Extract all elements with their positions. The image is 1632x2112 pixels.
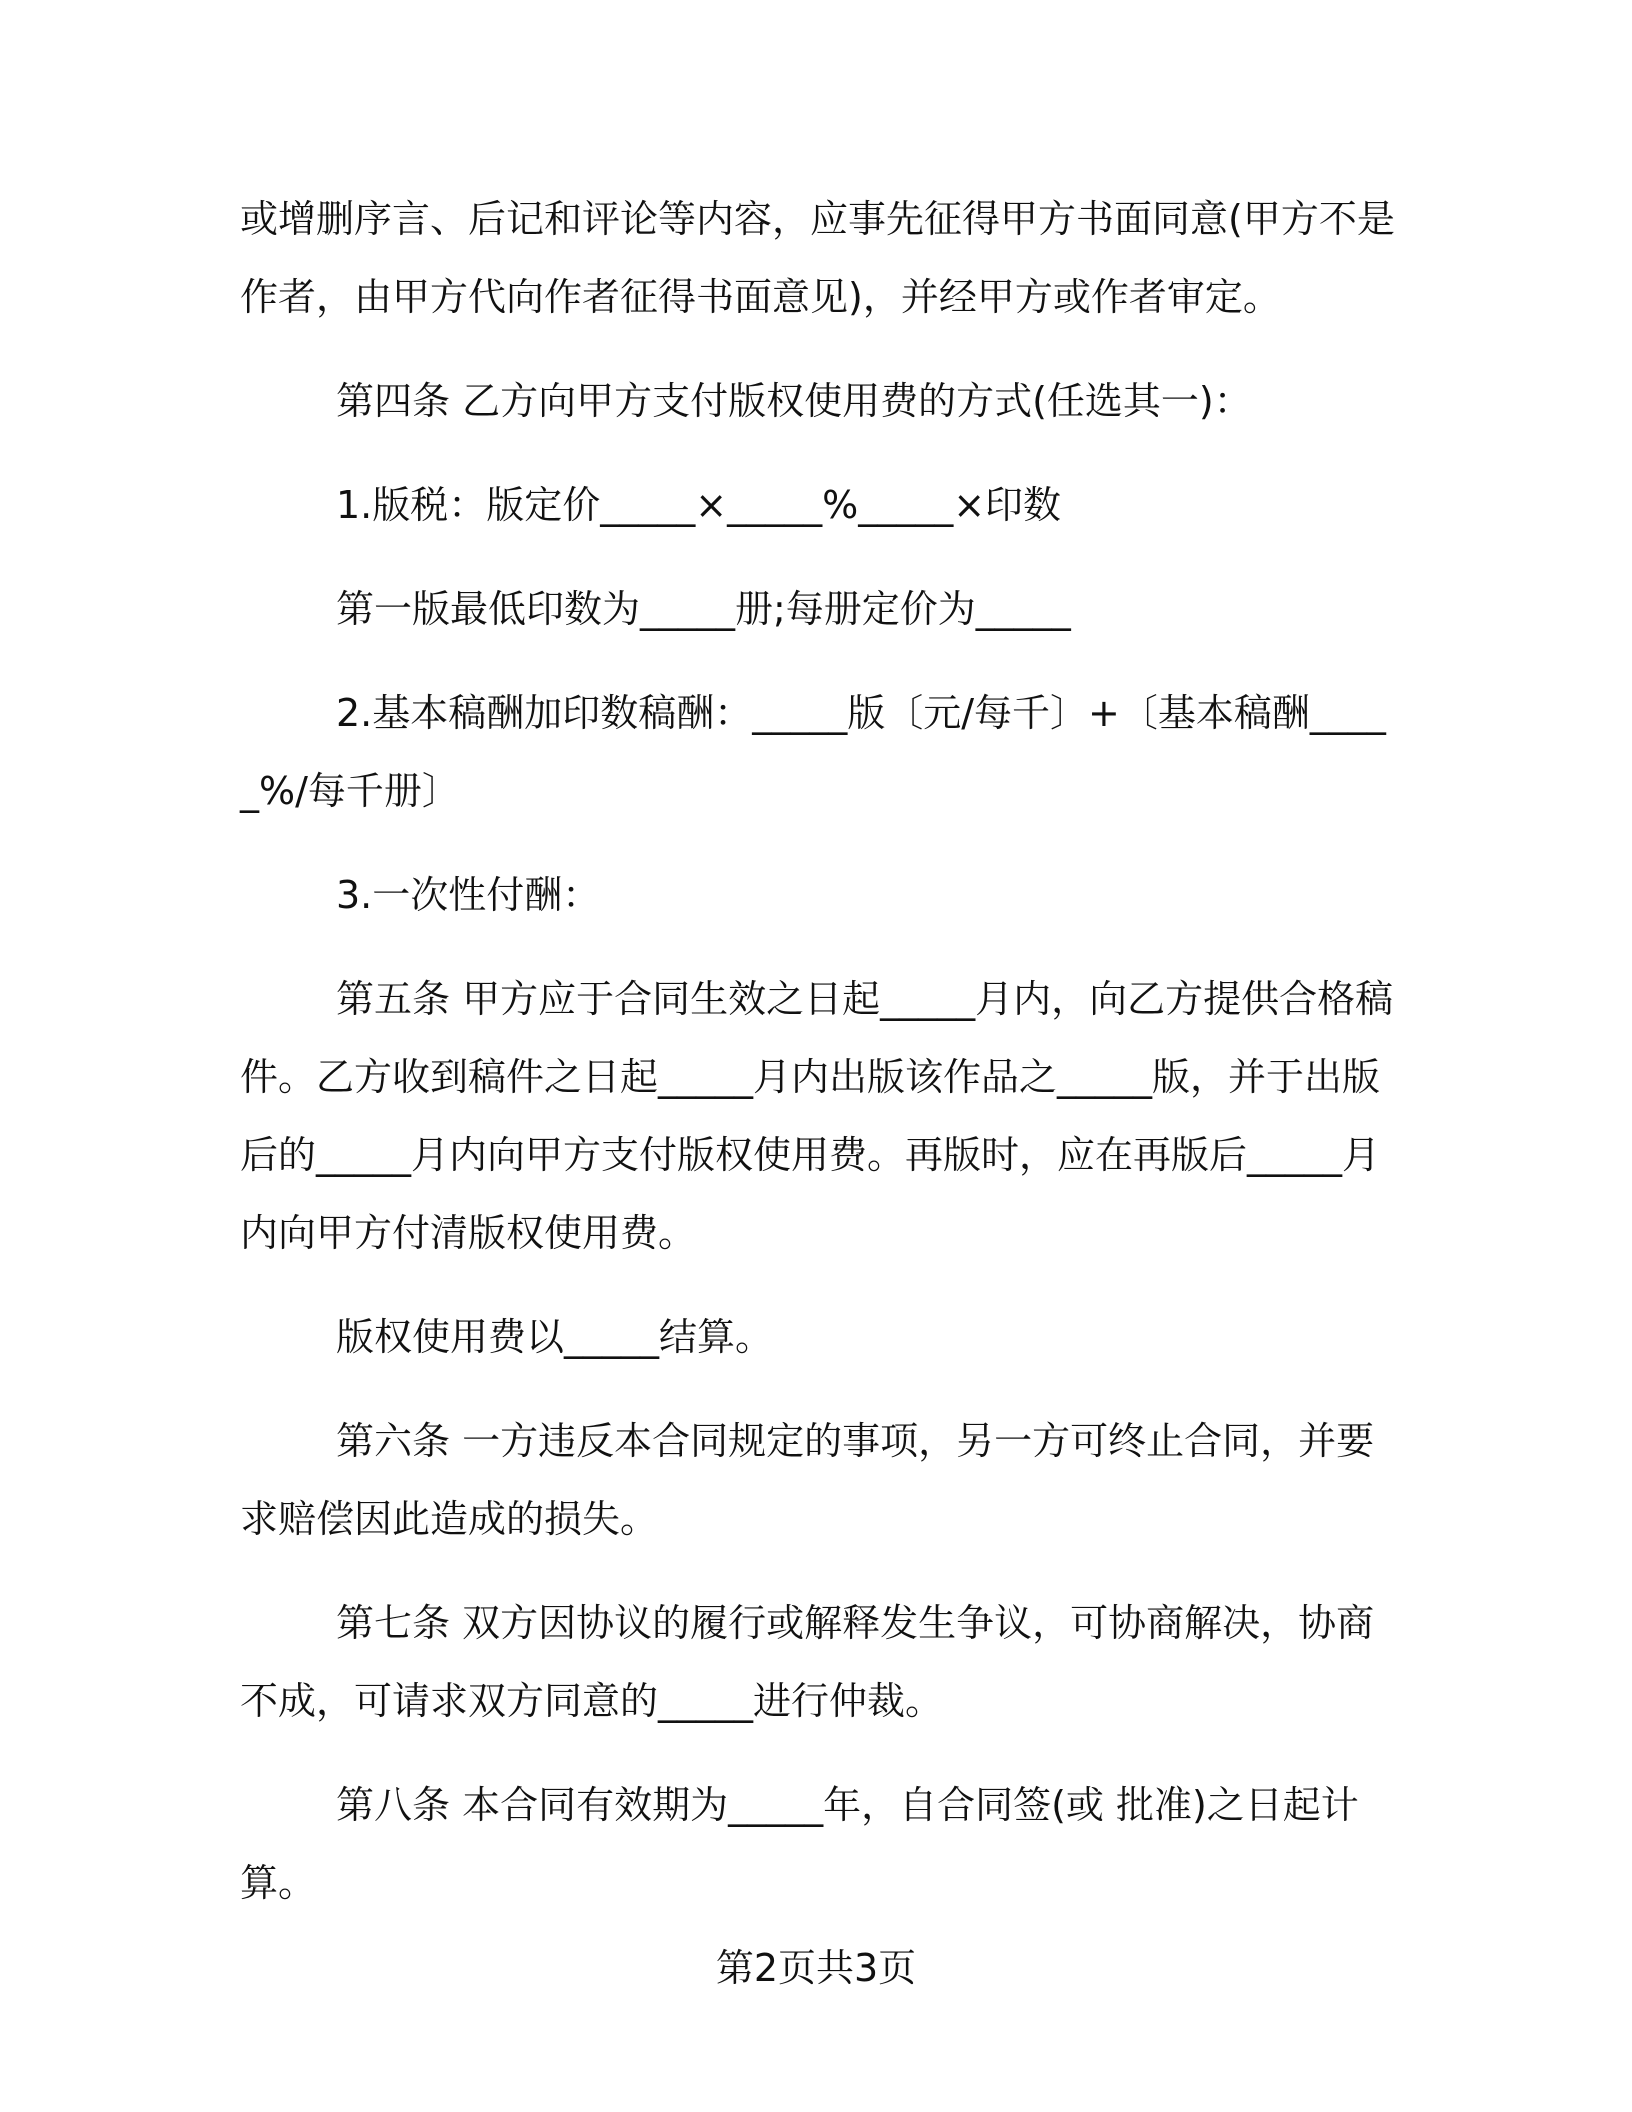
- paragraph-continuation: 或增删序言、后记和评论等内容，应事先征得甲方书面同意(甲方不是作者，由甲方代向作者征得书面意见)，并经甲方或作者审定。: [240, 197, 1395, 319]
- paragraph-royalty-option-3: 3.一次性付酬：: [336, 873, 601, 917]
- paragraph-royalty-option-2: 2.基本稿酬加印数稿酬：_____版〔元/每千〕+〔基本稿酬_____%/每千册〕: [240, 691, 1386, 813]
- paragraph-article-6: 第六条 一方违反本合同规定的事项，另一方可终止合同，并要求赔偿因此造成的损失。: [240, 1419, 1375, 1541]
- paragraph-article-7: 第七条 双方因协议的履行或解释发生争议，可协商解决，协商不成，可请求双方同意的_____进行仲裁。: [240, 1601, 1375, 1723]
- paragraph-settlement: 版权使用费以_____结算。: [336, 1315, 774, 1359]
- paragraph-article-8: 第八条 本合同有效期为_____年，自合同签(或 批准)之日起计算。: [240, 1783, 1359, 1905]
- paragraph-royalty-option-1: 1.版税：版定价_____×_____%_____×印数: [336, 483, 1062, 527]
- document-body: [240, 180, 1400, 1948]
- page-number-footer: 第2页共3页: [715, 1946, 917, 1990]
- paragraph-first-edition: 第一版最低印数为_____册;每册定价为_____: [336, 587, 1071, 631]
- paragraph-article-5: 第五条 甲方应于合同生效之日起_____月内，向乙方提供合格稿件。乙方收到稿件之日起_____月内出版该作品之_____版，并于出版后的_____月内向甲方支付版权使用费。再版时，应在再版后_____月内向甲方付清版权使用费。: [240, 977, 1394, 1255]
- paragraph-article-4: 第四条 乙方向甲方支付版权使用费的方式(任选其一)：: [336, 379, 1252, 423]
